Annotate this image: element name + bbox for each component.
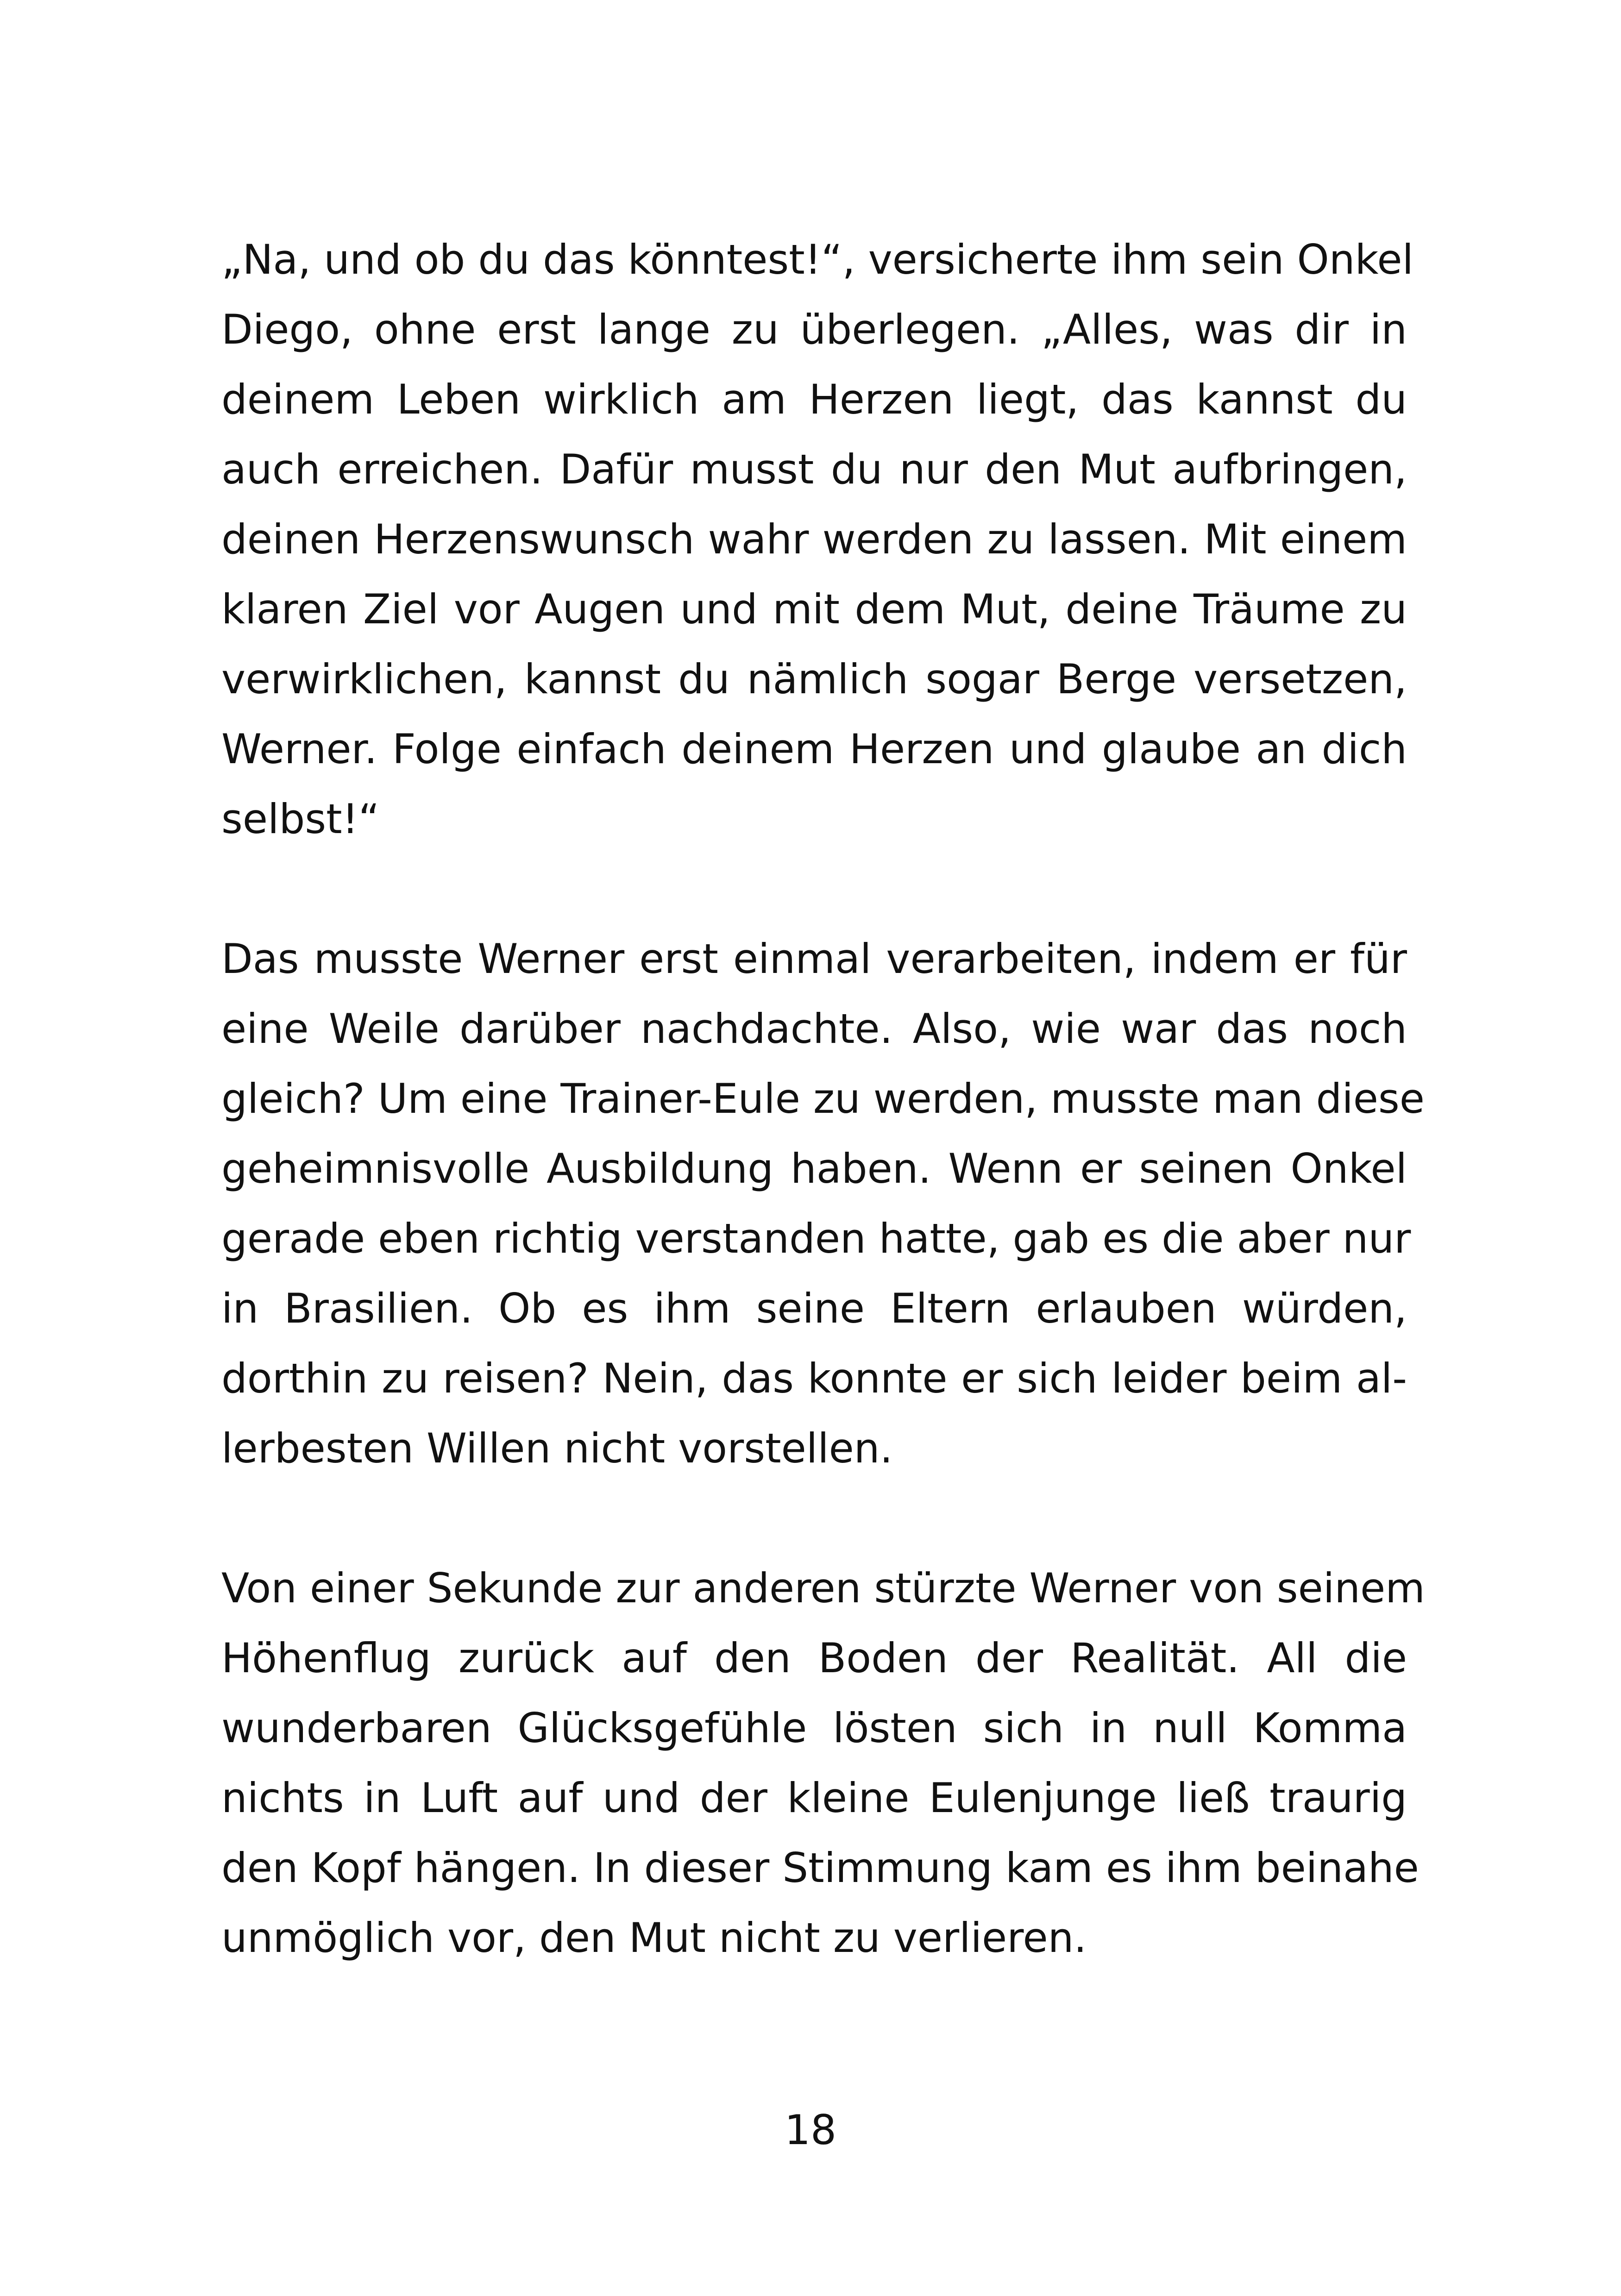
text-line: Von einer Sekunde zur anderen stürzte Werner von seinem [221,1564,1425,1612]
text-line: klaren Ziel vor Augen und mit dem Mut, deine Träume zu [221,585,1407,633]
text-line: dorthin zu reisen? Nein, das konnte er sich leider beim al- [221,1355,1407,1402]
text-line: deinem Leben wirklich am Herzen liegt, das kannst du [221,376,1407,423]
text-line: Diego, ohne erst lange zu überlegen. „Alles, was dir in [221,306,1407,353]
text-line: in Brasilien. Ob es ihm seine Eltern erlauben würden, [221,1285,1407,1332]
body-text [221,225,1425,1973]
paragraph-spacer [221,854,1407,924]
text-line: verwirklichen, kannst du nämlich sogar Berge versetzen, [221,655,1407,703]
text-line: nichts in Luft auf und der kleine Eulenjunge ließ traurig [221,1774,1407,1822]
text-line: lerbesten Willen nicht vorstellen. [221,1424,893,1472]
text-line: auch erreichen. Dafür musst du nur den Mut aufbringen, [221,445,1407,493]
text-line: geheimnisvolle Ausbildung haben. Wenn er seinen Onkel [221,1145,1407,1192]
text-line: Werner. Folge einfach deinem Herzen und glaube an dich [221,725,1407,773]
paragraph [221,225,1414,854]
text-line: den Kopf hängen. In dieser Stimmung kam es ihm beinahe [221,1844,1419,1892]
text-line: Das musste Werner erst einmal verarbeiten, indem er für [221,935,1407,983]
text-line: Höhenflug zurück auf den Boden der Realität. All die [221,1634,1407,1682]
text-line: gleich? Um eine Trainer-Eule zu werden, musste man diese [221,1075,1425,1123]
page-number: 18 [785,2106,836,2154]
paragraph-spacer [221,1483,1407,1553]
text-line: „Na, und ob du das könntest!“, versicherte ihm sein Onkel [221,236,1414,283]
paragraph [221,1553,1425,1973]
text-line: selbst!“ [221,795,380,843]
text-line: deinen Herzenswunsch wahr werden zu lassen. Mit einem [221,515,1407,563]
text-line: eine Weile darüber nachdachte. Also, wie war das noch [221,1005,1407,1053]
paragraph [221,924,1425,1483]
text-line: wunderbaren Glücksgefühle lösten sich in null Komma [221,1704,1407,1752]
text-line: gerade eben richtig verstanden hatte, gab es die aber nur [221,1215,1411,1262]
text-line: unmöglich vor, den Mut nicht zu verlieren. [221,1914,1087,1962]
